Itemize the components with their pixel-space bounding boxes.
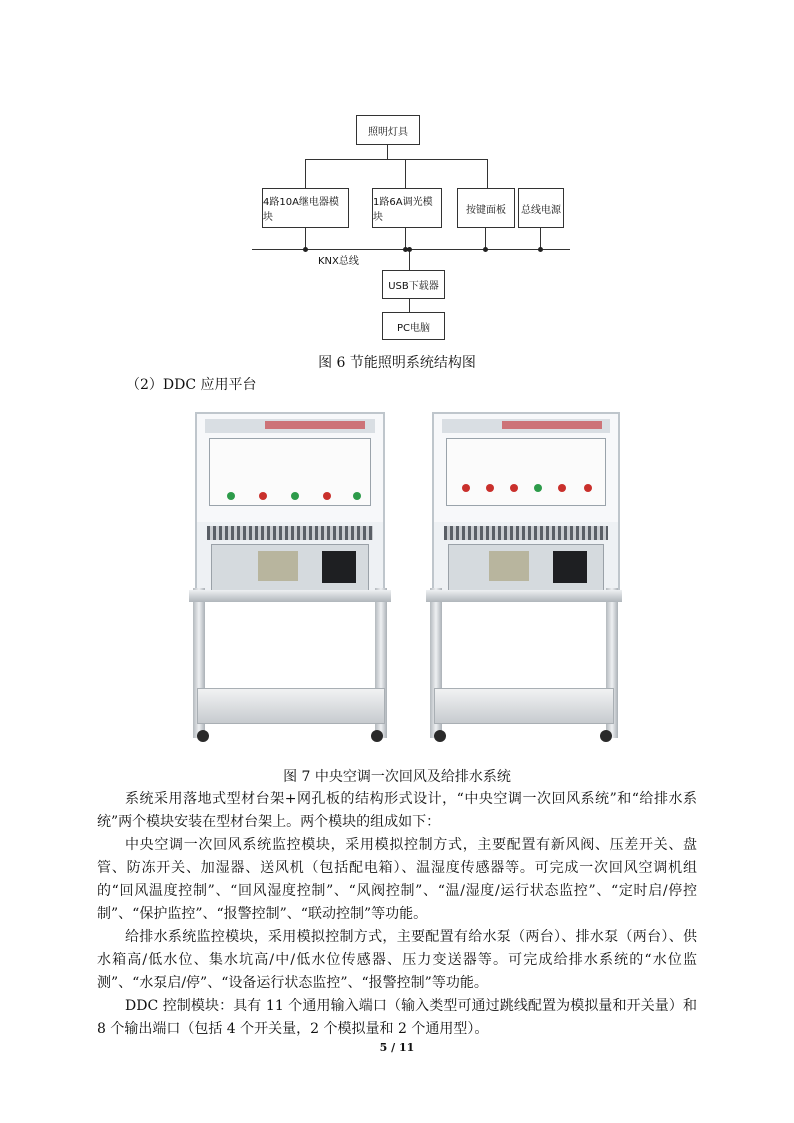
bus-junction: [483, 247, 488, 252]
bottom-shelf: [434, 688, 614, 724]
ddc-controller: [553, 551, 587, 583]
indicator-led: [584, 484, 592, 492]
caster-wheel: [197, 730, 209, 742]
body-paragraph: 中央空调一次回风系统监控模块，采用模拟控制方式，主要配置有新风阀、压差开关、盘管、防冻开关、加湿器、送风机（包括配电箱）、温湿度传感器等。可完成一次回风空调机组的“回风温度控制”、“回风湿度控制”、“风阀控制”、“温/湿度/运行状态监控”、“定时启/停控制”、“保护监控”、“报警控制”、“联动控制”等功能。: [97, 837, 697, 922]
indicator-led: [462, 484, 470, 492]
frame-beam: [426, 590, 622, 602]
power-supply: [258, 551, 298, 581]
connector: [305, 159, 488, 160]
bus-junction: [538, 247, 543, 252]
caster-wheel: [600, 730, 612, 742]
indicator-led: [534, 484, 542, 492]
indicator-led: [510, 484, 518, 492]
bus-junction: [303, 247, 308, 252]
panel-title-strip: [442, 419, 610, 433]
connector: [387, 144, 388, 160]
pc-node: PC电脑: [382, 312, 445, 340]
connector: [409, 249, 410, 271]
indicator-led: [291, 492, 299, 500]
relay-module-node: 4路10A继电器模块: [262, 188, 349, 228]
bottom-shelf: [197, 688, 385, 724]
connector: [305, 159, 306, 188]
figure6-caption: 图 6 节能照明系统结构图: [318, 355, 476, 371]
panel-title-strip: [205, 419, 375, 433]
connector: [405, 159, 406, 188]
dimmer-module-node: 1路6A调光模块: [372, 188, 442, 228]
hvac-rack-left: [185, 412, 395, 752]
indicator-led: [227, 492, 235, 500]
terminal-strip: [444, 526, 608, 540]
panel-schematic: [446, 438, 606, 506]
lighting-node: 照明灯具: [356, 115, 420, 145]
ddc-controller: [322, 551, 356, 583]
usb-downloader-node: USB下载器: [382, 270, 445, 299]
button-panel-node: 按键面板: [457, 188, 515, 228]
panel-face: [434, 414, 618, 522]
power-supply: [489, 551, 529, 581]
hvac-panel: [195, 412, 385, 592]
body-paragraph: 给排水系统监控模块，采用模拟控制方式，主要配置有给水泵（两台）、排水泵（两台）、供水箱高/低水位、集水坑高/中/低水位传感器、压力变送器等。可完成给排水系统的“水位监测”、“水泵启/停”、“设备运行状态监控”、“报警控制”等功能。: [97, 929, 697, 991]
figure7-caption: 图 7 中央空调一次回风及给排水系统: [283, 769, 511, 785]
water-panel: [432, 412, 620, 592]
indicator-led: [353, 492, 361, 500]
indicator-led: [558, 484, 566, 492]
indicator-led: [323, 492, 331, 500]
bus-junction: [407, 247, 412, 252]
terminal-strip: [207, 526, 373, 540]
knx-bus-label: KNX总线: [318, 256, 359, 267]
connector: [409, 298, 410, 312]
indicator-led: [486, 484, 494, 492]
page-number: 5 / 11: [379, 1041, 415, 1054]
caster-wheel: [371, 730, 383, 742]
caster-wheel: [434, 730, 446, 742]
water-rack-right: [424, 412, 624, 752]
panel-face: [197, 414, 383, 522]
control-box: [448, 544, 604, 594]
control-box: [211, 544, 369, 594]
indicator-led: [259, 492, 267, 500]
frame-beam: [189, 590, 391, 602]
section-heading: （2）DDC 应用平台: [126, 377, 257, 393]
body-paragraph: 系统采用落地式型材台架+网孔板的结构形式设计，“中央空调一次回风系统”和“给排水系统”两个模块安装在型材台架上。两个模块的组成如下：: [97, 791, 697, 830]
bus-power-node: 总线电源: [518, 188, 564, 228]
connector: [487, 159, 488, 188]
body-paragraph: DDC 控制模块：具有 11 个通用输入端口（输入类型可通过跳线配置为模拟量和开关量）和 8 个输出端口（包括 4 个开关量，2 个模拟量和 2 个通用型）。: [97, 998, 697, 1037]
